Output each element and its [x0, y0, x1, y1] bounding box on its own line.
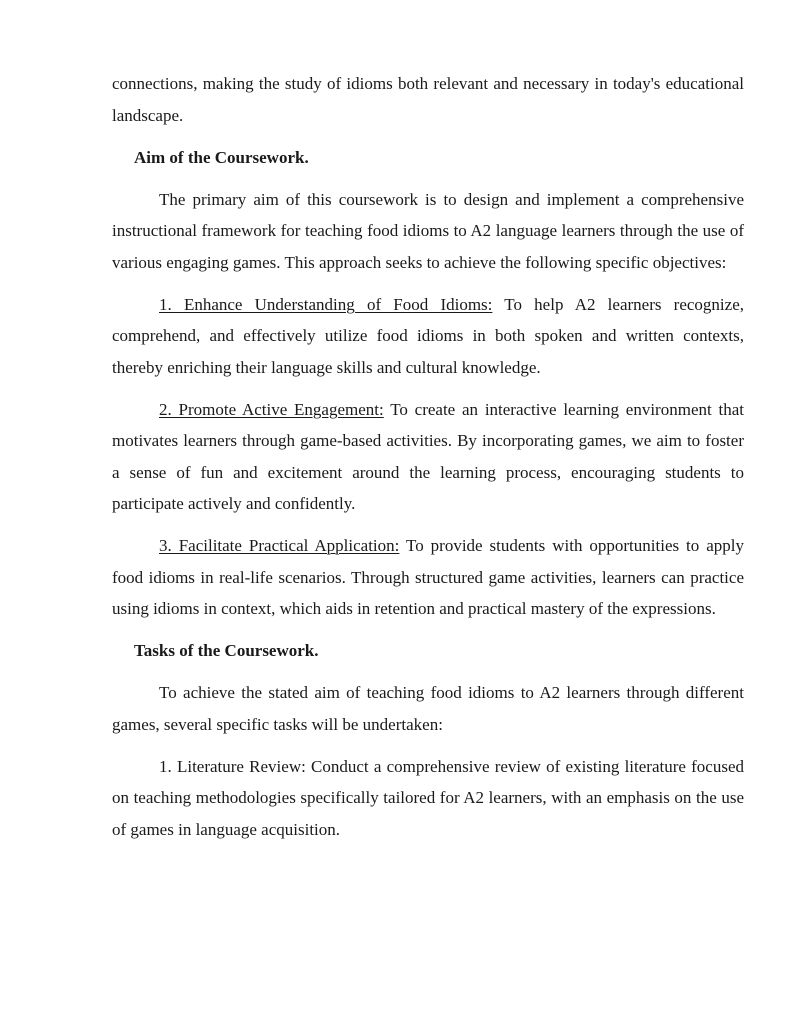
objective-2-title: 2. Promote Active Engagement: [159, 399, 384, 419]
objective-3-title: 3. Facilitate Practical Application: [159, 536, 400, 555]
objective-3-text: To provide students with opportunities to apply food idioms in real-life scenarios. Through structured game activities, learners can practice using idioms in context, which aids in retention and practical mastery of the expressions. [112, 536, 744, 618]
aim-paragraph: The primary aim of this coursework is to design and implement a comprehensive instructional framework for teaching food idioms to A2 language learners through the use of various engaging games. This approach seeks to achieve the following specific objectives: [112, 189, 744, 272]
objective-1-text: To help A2 learners recognize, comprehend, and effectively utilize food idioms in both spoken and written contexts, thereby enriching their language skills and cultural knowledge. [112, 294, 744, 377]
tasks-heading: Tasks of the Coursework. [134, 641, 319, 660]
objective-1 [112, 289, 744, 384]
tasks-paragraph: To achieve the stated aim of teaching food idioms to A2 learners through different games, several specific tasks will be undertaken: [112, 683, 744, 734]
aim-heading: Aim of the Coursework. [134, 147, 309, 167]
objective-1-title: 1. Enhance Understanding of Food Idioms: [159, 294, 493, 314]
task-item-1: 1. Literature Review: Conduct a comprehensive review of existing literature focused on teaching methodologies specifically tailored for A2 learners, with an emphasis on the use of games in language acquisition. [112, 756, 744, 839]
objective-2 [112, 394, 744, 520]
objective-3 [112, 530, 744, 625]
objective-2-text: To create an interactive learning environment that motivates learners through game-based activities. By incorporating games, we aim to foster a sense of fun and excitement around the learning process, encouraging students to participate actively and confidently. [112, 399, 744, 513]
document-page [112, 68, 744, 856]
intro-paragraph-tail: connections, making the study of idioms both relevant and necessary in today's educational landscape. [112, 74, 744, 125]
